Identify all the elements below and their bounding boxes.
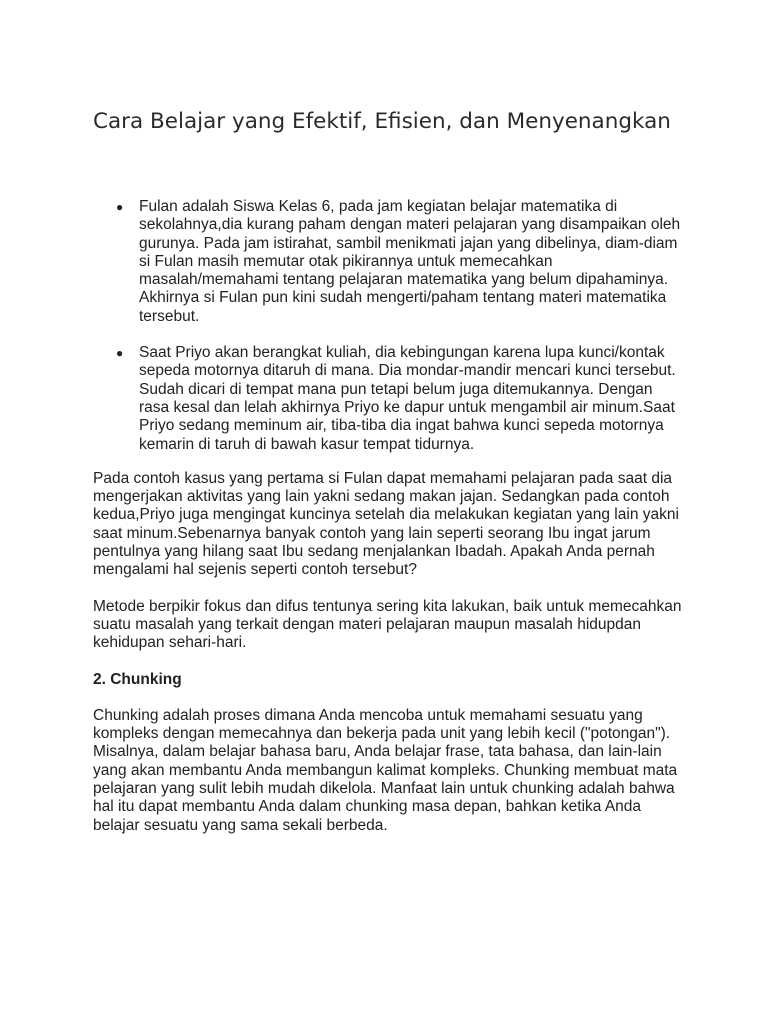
paragraph-examples-summary: Pada contoh kasus yang pertama si Fulan dapat memahami pelajaran pada saat dia mengerjakan aktivitas yang lain yakni sedang makan jajan. Sedangkan pada contoh kedua,Priyo juga mengingat kuncinya setelah dia melakukan kegiatan yang lain yakni saat minum.Sebenarnya banyak contoh yang lain seperti seorang Ibu ingat jarum pentulnya yang hilang saat Ibu sedang menjalankan Ibadah. Apakah Anda pernah mengalami hal sejenis seperti contoh tersebut? — [93, 469, 679, 579]
paragraph-focus-diffuse: Metode berpikir fokus dan difus tentunya sering kita lakukan, baik untuk memecahkan suatu masalah yang terkait dengan materi pelajaran maupun masalah hidupdan kehidupan sehari-hari. — [93, 597, 682, 652]
bullet-icon: ● — [116, 200, 124, 214]
section-heading-chunking: 2. Chunking — [93, 670, 182, 688]
list-item-text: Fulan adalah Siswa Kelas 6, pada jam kegiatan belajar matematika di sekolahnya,dia kurang paham dengan materi pelajaran yang disampaikan oleh gurunya. Pada jam istirahat, sambil menikmati jajan yang dibelinya, diam-diam si Fulan masih memutar otak pikirannya untuk memecahkan masalah/memahami tentang pelajaran matematika yang belum dipahaminya. Akhirnya si Fulan pun kini sudah mengerti/paham tentang materi matematika tersebut. — [139, 198, 681, 325]
list-item — [93, 198, 683, 326]
list-item-text: Saat Priyo akan berangkat kuliah, dia kebingungan karena lupa kunci/kontak sepeda motornya ditaruh di mana. Dia mondar-mandir mencari kunci tersebut. Sudah dicari di tempat mana pun tetapi belum juga ditemukannya. Dengan rasa kesal dan lelah akhirnya Priyo ke dapur untuk mengambil air minum.Saat Priyo sedang meminum air, tiba-tiba dia ingat bahwa kunci sepeda motornya kemarin di taruh di bawah kasur tempat tidurnya. — [139, 344, 676, 453]
paragraph-chunking: Chunking adalah proses dimana Anda mencoba untuk memahami sesuatu yang kompleks dengan memecahnya dan bekerja pada unit yang lebih kecil ("potongan"). Misalnya, dalam belajar bahasa baru, Anda belajar frase, tata bahasa, dan lain-lain yang akan membantu Anda membangun kalimat kompleks. Chunking membuat mata pelajaran yang sulit lebih mudah dikelola. Manfaat lain untuk chunking adalah bahwa hal itu dapat membantu Anda dalam chunking masa depan, bahkan ketika Anda belajar sesuatu yang sama sekali berbeda. — [93, 706, 678, 834]
document-title: Cara Belajar yang Efektif, Efisien, dan Menyenangkan — [93, 109, 671, 134]
bullet-icon: ● — [116, 346, 124, 361]
list-item — [93, 344, 683, 454]
document-page — [93, 108, 683, 853]
example-list — [93, 198, 683, 454]
